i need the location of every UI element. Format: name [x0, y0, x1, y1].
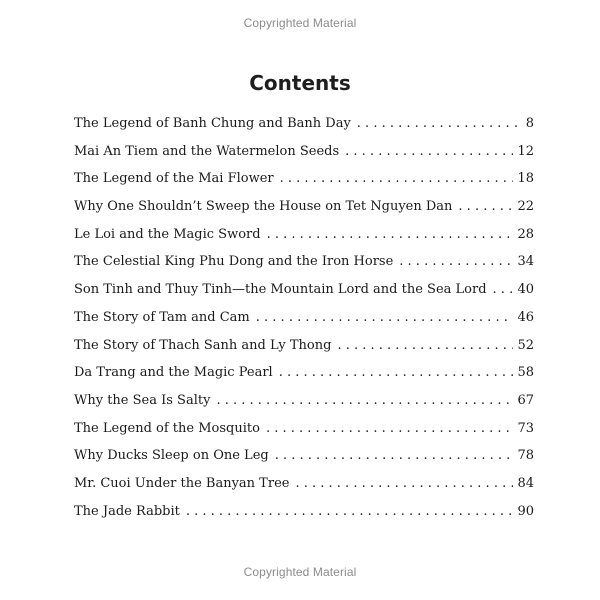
- dot-leader: [279, 359, 514, 387]
- toc-entry-title: Da Trang and the Magic Pearl: [74, 365, 273, 381]
- toc-entry[interactable]: [74, 415, 534, 443]
- toc-entry-title: The Story of Tam and Cam: [74, 309, 250, 325]
- dot-leader: [399, 248, 513, 276]
- toc-entry[interactable]: [74, 165, 534, 193]
- toc-page-number: 90: [517, 503, 534, 519]
- toc-entry-title: Son Tinh and Thuy Tinh—the Mountain Lord and the Sea Lord: [74, 282, 487, 298]
- toc-page-number: 73: [517, 420, 534, 436]
- toc-entry-title: The Story of Thach Sanh and Ly Thong: [74, 337, 332, 353]
- toc-entry[interactable]: [74, 193, 534, 221]
- dot-leader: [458, 193, 513, 221]
- toc-entry-title: Mr. Cuoi Under the Banyan Tree: [74, 475, 290, 491]
- dot-leader: [345, 138, 513, 166]
- toc-page-number: 8: [525, 116, 534, 131]
- toc-entry-title: Why One Shouldn’t Sweep the House on Tet Nguyen Dan: [74, 199, 453, 215]
- toc-entry[interactable]: [74, 387, 534, 415]
- dot-leader: [256, 304, 514, 332]
- dot-leader: [275, 442, 514, 470]
- toc-page-number: 28: [517, 226, 534, 242]
- dot-leader: [337, 332, 513, 360]
- toc-entry[interactable]: [74, 110, 534, 138]
- dot-leader: [186, 498, 514, 526]
- dot-leader: [280, 165, 514, 193]
- toc-page-number: 46: [517, 309, 534, 325]
- dot-leader: [357, 110, 522, 138]
- toc-entry[interactable]: [74, 332, 534, 360]
- toc-entry[interactable]: [74, 498, 534, 526]
- toc-entry[interactable]: [74, 304, 534, 332]
- toc-entry-title: The Celestial King Phu Dong and the Iron Horse: [74, 254, 394, 270]
- toc-page-number: 78: [517, 448, 534, 464]
- toc-page-number: 40: [517, 282, 534, 298]
- toc-entry[interactable]: [74, 276, 534, 304]
- copyright-watermark-bottom: Copyrighted Material: [243, 565, 357, 579]
- dot-leader: [295, 470, 513, 498]
- toc-entry[interactable]: [74, 248, 534, 276]
- toc-entry-title: Why the Sea Is Salty: [74, 392, 211, 408]
- toc-entry[interactable]: [74, 442, 534, 470]
- toc-page-number: 34: [517, 254, 534, 270]
- toc-entry-title: The Legend of Banh Chung and Banh Day: [74, 116, 351, 131]
- page-title: Contents: [249, 71, 351, 96]
- toc-entry[interactable]: [74, 221, 534, 249]
- toc-page-number: 12: [517, 143, 534, 159]
- toc-page-number: 22: [517, 199, 534, 215]
- dot-leader: [267, 221, 514, 249]
- toc-entry-title: The Legend of the Mai Flower: [74, 171, 274, 187]
- copyright-watermark-top: Copyrighted Material: [243, 16, 357, 30]
- toc-page-number: 67: [517, 392, 534, 408]
- toc-entry-title: Le Loi and the Magic Sword: [74, 226, 261, 242]
- toc-entry-title: Why Ducks Sleep on One Leg: [74, 448, 269, 464]
- table-of-contents: [74, 110, 534, 525]
- toc-entry-title: Mai An Tiem and the Watermelon Seeds: [74, 143, 340, 159]
- toc-page-number: 84: [517, 475, 534, 491]
- toc-page-number: 52: [517, 337, 534, 353]
- toc-entry[interactable]: [74, 359, 534, 387]
- toc-entry-title: The Jade Rabbit: [74, 503, 180, 519]
- toc-entry-title: The Legend of the Mosquito: [74, 420, 260, 436]
- toc-page-number: 18: [517, 171, 534, 187]
- dot-leader: [266, 415, 514, 443]
- dot-leader: [493, 276, 514, 304]
- toc-entry[interactable]: [74, 470, 534, 498]
- toc-entry[interactable]: [74, 138, 534, 166]
- toc-page-number: 58: [517, 365, 534, 381]
- dot-leader: [216, 387, 513, 415]
